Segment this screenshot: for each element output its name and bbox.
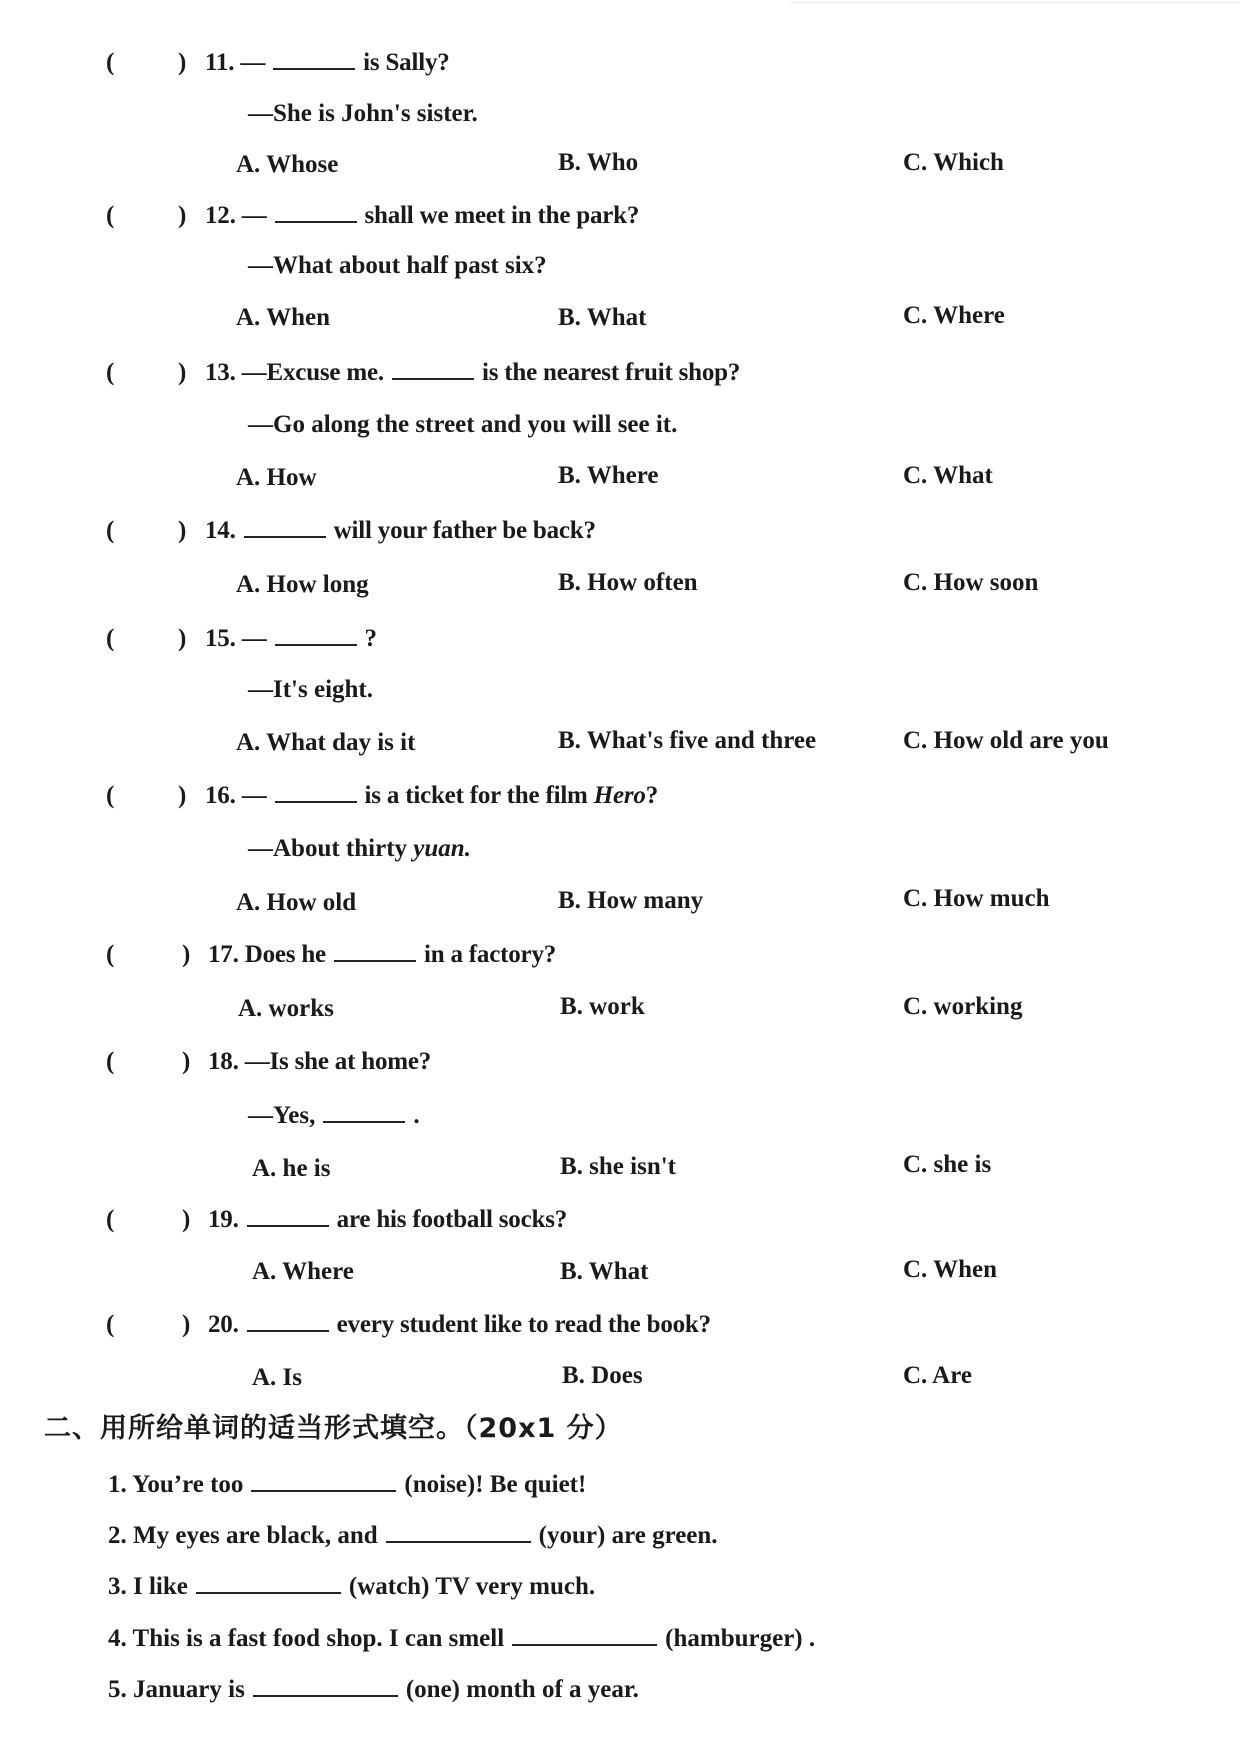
answer-blank[interactable] [334,942,416,962]
q12-option-a: A. When [236,304,331,331]
answer-paren-open: ( [106,782,115,809]
answer-paren-open: ( [106,202,115,229]
answer-blank[interactable] [323,1103,405,1123]
question-13-reply: —Go along the street and you will see it. [248,411,678,438]
answer-paren-open: ( [106,941,115,968]
q13-option-a: A. How [236,464,317,491]
answer-paren-close: ) [182,1311,191,1338]
answer-paren-open: ( [106,1311,115,1338]
answer-paren-close: ) [178,359,187,386]
scan-edge-line [790,2,1240,3]
answer-paren-close: ) [182,941,191,968]
answer-paren-close: ) [182,1206,191,1233]
answer-blank[interactable] [392,360,474,380]
q14-option-c: C. How soon [903,569,1039,596]
answer-paren-open: ( [106,1048,115,1075]
answer-blank[interactable] [386,1523,531,1543]
question-text: 16. — is a ticket for the film Hero? [205,782,659,809]
fill-item-1: 1. You’re too (noise)! Be quiet! [108,1471,587,1498]
q19-option-c: C. When [903,1256,998,1283]
q16-option-b: B. How many [558,887,704,914]
question-text: 11. — is Sally? [205,49,450,76]
answer-blank[interactable] [275,203,357,223]
q18-option-b: B. she isn't [560,1153,677,1180]
answer-blank[interactable] [253,1677,398,1697]
answer-paren-close: ) [178,202,187,229]
q11-option-a: A. Whose [236,151,339,178]
answer-paren-open: ( [106,625,115,652]
q12-option-b: B. What [558,304,647,331]
fill-item-3: 3. I like (watch) TV very much. [108,1573,596,1600]
q16-option-a: A. How old [236,889,357,916]
question-18-reply: —Yes, . [248,1102,420,1129]
q12-option-c: C. Where [903,302,1005,329]
answer-blank[interactable] [244,518,326,538]
q15-option-a: A. What day is it [236,729,416,756]
q16-option-c: C. How much [903,885,1050,912]
q14-option-b: B. How often [558,569,698,596]
answer-blank[interactable] [247,1312,329,1332]
q17-option-b: B. work [560,993,645,1020]
q13-option-b: B. Where [558,462,659,489]
answer-blank[interactable] [275,626,357,646]
answer-paren-close: ) [178,49,187,76]
question-text: 19. are his football socks? [208,1206,568,1233]
q11-option-b: B. Who [558,149,639,176]
fill-item-5: 5. January is (one) month of a year. [108,1676,639,1703]
question-text: 17. Does he in a factory? [208,941,557,968]
question-11-reply: —She is John's sister. [248,100,478,127]
answer-blank[interactable] [512,1626,657,1646]
answer-blank[interactable] [275,783,357,803]
question-16-reply: —About thirty yuan. [248,835,471,862]
q18-option-c: C. she is [903,1151,992,1178]
q15-option-c: C. How old are you [903,727,1109,754]
question-text: 13. —Excuse me. is the nearest fruit shop? [205,359,741,386]
question-text: 15. — ? [205,625,377,652]
fill-item-4: 4. This is a fast food shop. I can smell (hamburger) . [108,1625,816,1652]
answer-paren-close: ) [178,625,187,652]
answer-paren-open: ( [106,49,115,76]
answer-paren-close: ) [182,1048,191,1075]
q18-option-a: A. he is [252,1155,331,1182]
answer-paren-close: ) [178,517,187,544]
answer-paren-open: ( [106,359,115,386]
answer-blank[interactable] [273,50,355,70]
section-2-title: 二、用所给单词的适当形式填空。（20x1 分） [44,1413,623,1444]
fill-item-2: 2. My eyes are black, and (your) are green. [108,1522,718,1549]
q19-option-a: A. Where [252,1258,354,1285]
question-text: 20. every student like to read the book? [208,1311,711,1338]
q17-option-c: C. working [903,993,1023,1020]
q20-option-c: C. Are [903,1362,972,1389]
q15-option-b: B. What's five and three [558,727,817,754]
answer-blank[interactable] [196,1574,341,1594]
q13-option-c: C. What [903,462,993,489]
q20-option-b: B. Does [562,1362,643,1389]
q19-option-b: B. What [560,1258,649,1285]
question-text: 18. —Is she at home? [208,1048,432,1075]
q20-option-a: A. Is [252,1364,303,1391]
answer-blank[interactable] [251,1472,396,1492]
answer-blank[interactable] [247,1207,329,1227]
question-12-reply: —What about half past six? [248,252,547,279]
answer-paren-open: ( [106,517,115,544]
question-text: 12. — shall we meet in the park? [205,202,640,229]
q11-option-c: C. Which [903,149,1004,176]
question-text: 14. will your father be back? [205,517,596,544]
question-15-reply: —It's eight. [248,676,373,703]
answer-paren-close: ) [178,782,187,809]
q17-option-a: A. works [238,995,334,1022]
answer-paren-open: ( [106,1206,115,1233]
q14-option-a: A. How long [236,571,369,598]
